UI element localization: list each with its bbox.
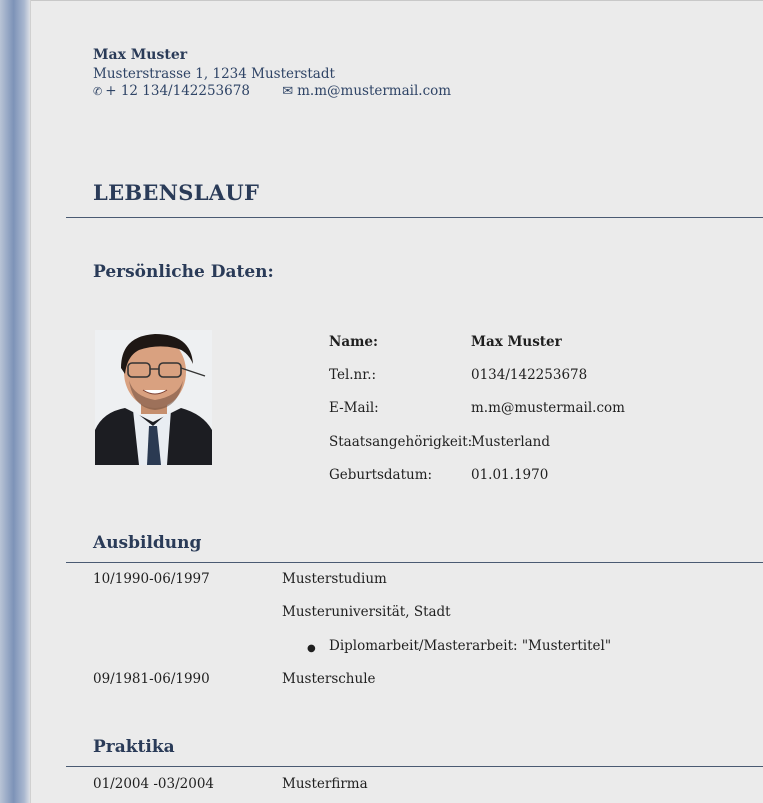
personal-label-birthdate: Geburtsdatum: <box>329 467 433 483</box>
header-address: Musterstrasse 1, 1234 Musterstadt <box>93 66 335 82</box>
personal-value-phone: 0134/142253678 <box>471 367 588 383</box>
personal-value-email: m.m@mustermail.com <box>471 400 625 416</box>
phone-icon: ✆ <box>93 85 103 98</box>
personal-label-email: E-Mail: <box>329 400 379 416</box>
header-contact <box>93 83 451 99</box>
section-education-heading: Ausbildung <box>93 533 202 553</box>
decorative-side-band <box>0 0 30 803</box>
portrait-image <box>95 330 212 465</box>
education-thesis: Diplomarbeit/Masterarbeit: "Mustertitel" <box>329 638 612 654</box>
envelope-icon: ✉ <box>282 84 294 99</box>
title-underline <box>66 217 763 218</box>
personal-label-phone: Tel.nr.: <box>329 367 377 383</box>
section-personal-heading: Persönliche Daten: <box>93 262 274 282</box>
internships-underline <box>66 766 763 767</box>
personal-label-nationality: Staatsangehörigkeit: <box>329 434 473 450</box>
header-phone: + 12 134/142253678 <box>105 83 250 99</box>
section-internships-heading: Praktika <box>93 737 175 757</box>
page-top-border <box>0 0 763 1</box>
education-period-1: 10/1990-06/1997 <box>93 571 210 587</box>
header-name: Max Muster <box>93 47 188 63</box>
education-place-1: Musteruniversität, Stadt <box>282 604 451 620</box>
personal-label-name: Name: <box>329 334 378 350</box>
education-underline <box>66 562 763 563</box>
education-title-1: Musterstudium <box>282 571 387 587</box>
header-email: m.m@mustermail.com <box>297 83 452 99</box>
personal-value-nationality: Musterland <box>471 434 551 450</box>
internship-period-1: 01/2004 -03/2004 <box>93 776 215 792</box>
education-title-2: Musterschule <box>282 671 376 687</box>
education-period-2: 09/1981-06/1990 <box>93 671 210 687</box>
internship-title-1: Musterfirma <box>282 776 368 792</box>
bullet-icon: ● <box>307 643 316 654</box>
personal-value-birthdate: 01.01.1970 <box>471 467 549 483</box>
page-edge <box>30 0 31 803</box>
profile-photo <box>95 330 212 465</box>
document-title: LEBENSLAUF <box>93 180 260 205</box>
personal-value-name: Max Muster <box>471 334 562 350</box>
